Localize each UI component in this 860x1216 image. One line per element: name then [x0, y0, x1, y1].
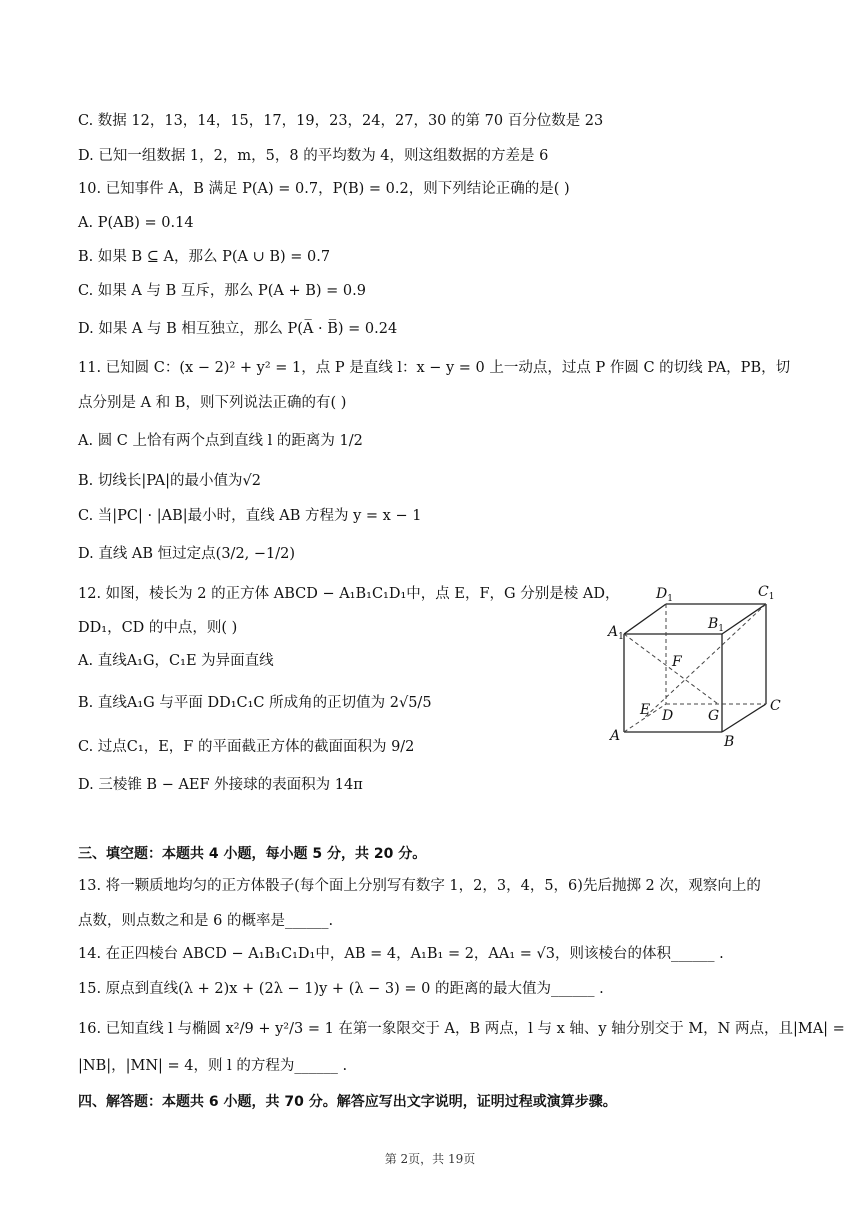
option-11d: D. 直线 AB 恒过定点(3/2, −1/2)	[78, 546, 296, 562]
option-10c: C. 如果 A 与 B 互斥，那么 P(A + B) = 0.9	[78, 283, 366, 299]
question-13-cont: 点数，则点数之和是 6 的概率是______.	[78, 913, 334, 929]
section-3-heading: 三、填空题：本题共 4 小题，每小题 5 分，共 20 分。	[78, 846, 427, 862]
question-13: 13. 将一颗质地均匀的正方体骰子(每个面上分别写有数字 1，2，3，4，5，6)先后抛掷 2 次，观察向上的	[78, 878, 761, 894]
label-a1: $A_1$	[608, 624, 624, 642]
question-12-cont: DD₁，CD 的中点，则( )	[78, 620, 238, 636]
option-9c: C. 数据 12，13，14，15，17，19，23，24，27，30 的第 70 百分位数是 23	[78, 113, 604, 129]
question-15: 15. 原点到直线(λ + 2)x + (2λ − 1)y + (λ − 3) = 0 的距离的最大值为______ .	[78, 981, 604, 997]
question-12: 12. 如图，棱长为 2 的正方体 ABCD − A₁B₁C₁D₁中，点 E，F，G 分别是棱 AD，	[78, 586, 620, 602]
label-c: C	[770, 698, 781, 714]
question-14: 14. 在正四棱台 ABCD − A₁B₁C₁D₁中，AB = 4，A₁B₁ = 2，AA₁ = √3，则该棱台的体积______ .	[78, 946, 724, 962]
label-b: B	[724, 734, 735, 750]
option-9d: D. 已知一组数据 1，2，m，5，8 的平均数为 4，则这组数据的方差是 6	[78, 148, 549, 164]
label-b1: $B_1$	[708, 616, 725, 634]
option-12a: A. 直线A₁G，C₁E 为异面直线	[78, 653, 274, 669]
label-d1: $D_1$	[656, 586, 673, 604]
option-11a: A. 圆 C 上恰有两个点到直线 l 的距离为 1/2	[78, 433, 363, 449]
label-f: F	[672, 654, 682, 670]
section-4-heading: 四、解答题：本题共 6 小题，共 70 分。解答应写出文字说明，证明过程或演算步骤。	[78, 1094, 617, 1110]
label-d: D	[662, 708, 674, 724]
option-12d: D. 三棱锥 B − AEF 外接球的表面积为 14π	[78, 777, 363, 793]
question-11: 11. 已知圆 C：(x − 2)² + y² = 1，点 P 是直线 l：x − y = 0 上一动点，过点 P 作圆 C 的切线 PA，PB，切	[78, 360, 791, 376]
cube-figure	[600, 584, 790, 750]
option-10d: D. 如果 A 与 B 相互独立，那么 P(A̅ · B̅) = 0.24	[78, 321, 398, 337]
label-e: E	[640, 702, 651, 718]
label-a: A	[610, 728, 621, 744]
question-16-cont: |NB|，|MN| = 4，则 l 的方程为______ .	[78, 1058, 348, 1074]
page-footer: 第 2页，共 19页	[384, 1152, 476, 1166]
question-16: 16. 已知直线 l 与椭圆 x²/9 + y²/3 = 1 在第一象限交于 A，B 两点，l 与 x 轴、y 轴分别交于 M，N 两点，且|MA| =	[78, 1021, 845, 1037]
option-10b: B. 如果 B ⊆ A，那么 P(A ∪ B) = 0.7	[78, 249, 331, 265]
option-12c: C. 过点C₁，E，F 的平面截正方体的截面面积为 9/2	[78, 739, 415, 755]
question-10: 10. 已知事件 A，B 满足 P(A) = 0.7，P(B) = 0.2，则下列结论正确的是( )	[78, 181, 570, 197]
option-11b: B. 切线长|PA|的最小值为√2	[78, 473, 262, 489]
label-g: G	[708, 708, 720, 724]
option-11c: C. 当|PC| · |AB|最小时，直线 AB 方程为 y = x − 1	[78, 508, 422, 524]
option-12b: B. 直线A₁G 与平面 DD₁C₁C 所成角的正切值为 2√5/5	[78, 695, 432, 711]
question-11-cont: 点分别是 A 和 B，则下列说法正确的有( )	[78, 395, 347, 411]
label-c1: $C_1$	[758, 584, 775, 602]
option-10a: A. P(AB) = 0.14	[78, 215, 194, 231]
